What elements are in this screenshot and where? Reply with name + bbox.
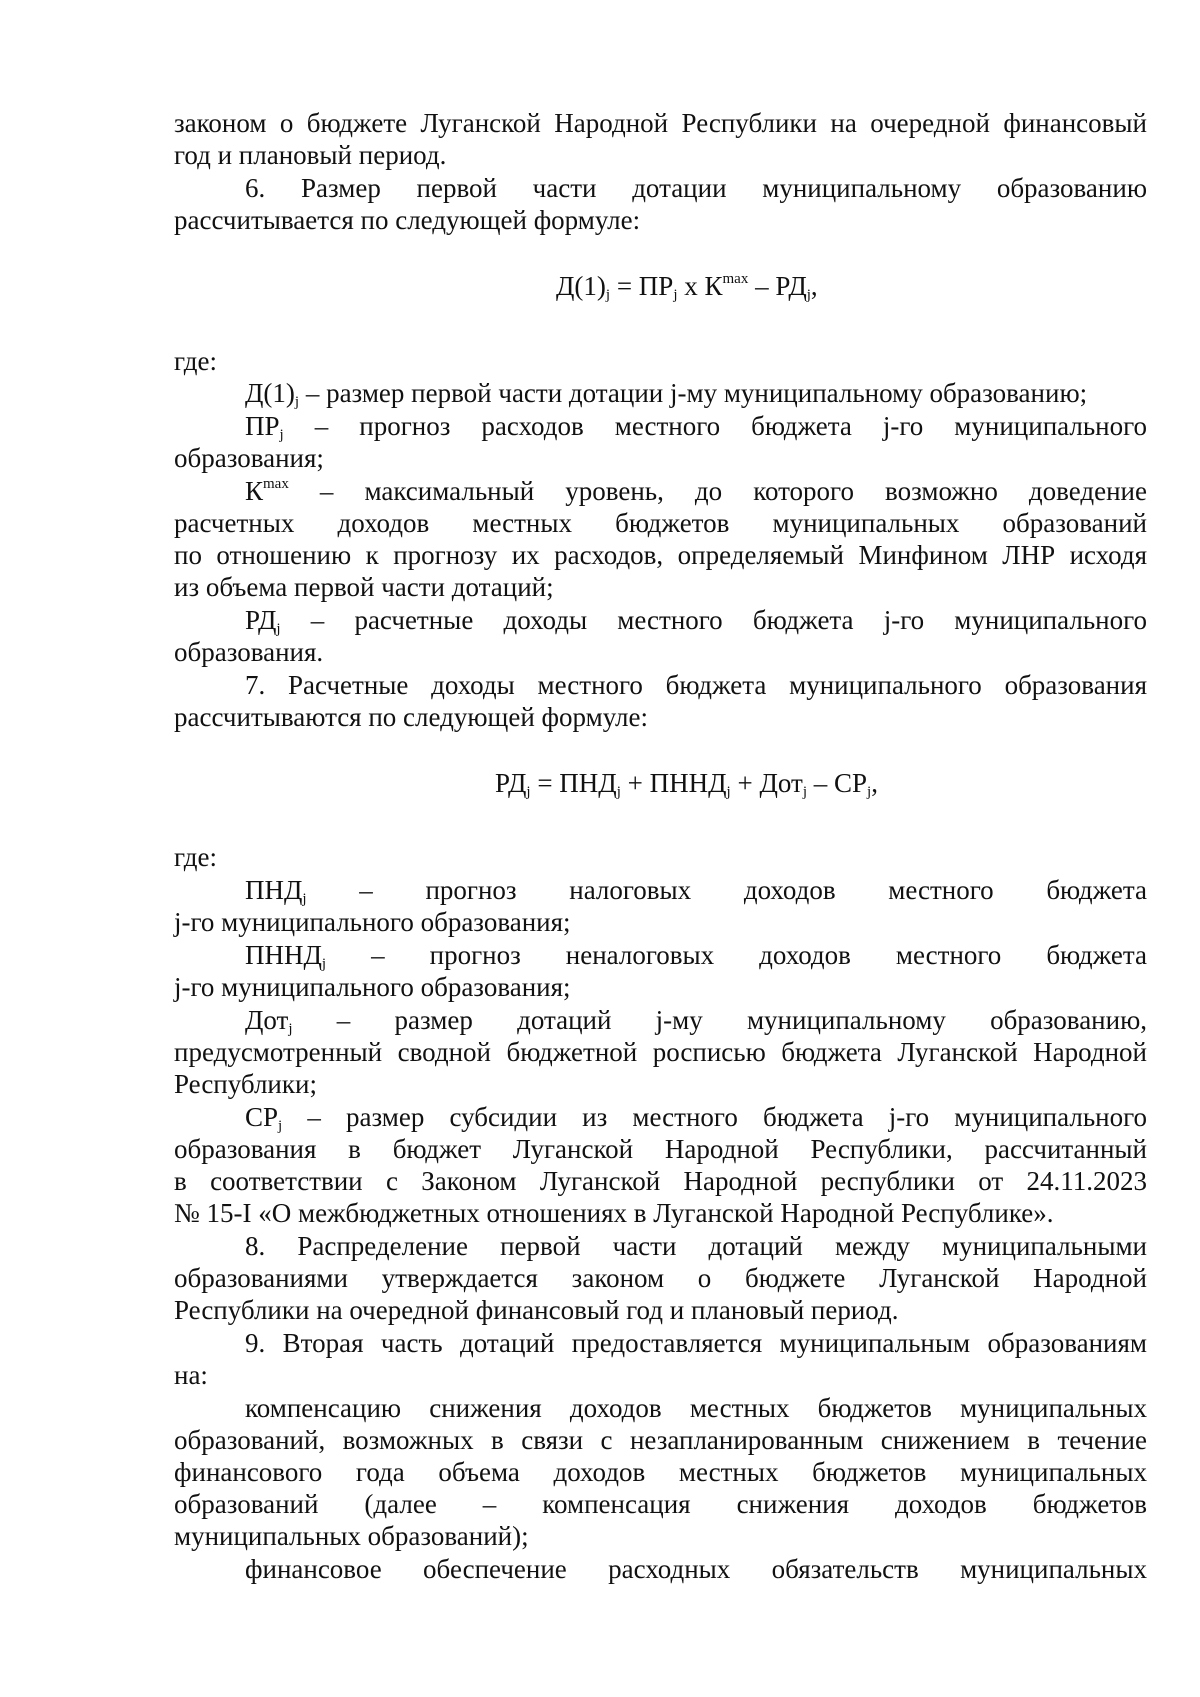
paragraph-8-line: 8. Распределение первой части дотаций между муниципальными [245, 1231, 1147, 1261]
symbol-subscript: j [276, 621, 281, 637]
text-line: законом о бюджете Луганской Народной Республики на очередной финансовый [174, 108, 1147, 138]
text-line: по отношению к прогнозу их расходов, определяемый Минфином ЛНР исходя [174, 540, 1147, 570]
text-line: рассчитываются по следующей формуле: [174, 702, 648, 732]
formula-subscript: j [867, 784, 872, 800]
paragraph-9-item-obligations: финансовое обеспечение расходных обязательств муниципальных [245, 1554, 1147, 1584]
formula-term: Д(1) [556, 271, 606, 301]
formula-term: РД [495, 768, 527, 798]
text-line: муниципальных образований); [174, 1521, 529, 1551]
symbol-subscript: j [321, 956, 327, 972]
definition-text: – размер первой части дотации j-му муниципальному образованию; [299, 378, 1088, 408]
definition-text: – расчетные доходы местного бюджета j-го муниципального [280, 605, 1147, 635]
text-line: финансового года объема доходов местных бюджетов муниципальных [174, 1457, 1147, 1487]
definition-text: – размер дотаций j-му муниципальному образованию, [292, 1005, 1147, 1035]
formula-term: , [810, 271, 818, 301]
formula-superscript: max [722, 271, 749, 287]
definition-text: – прогноз налоговых доходов местного бюджета [306, 875, 1147, 905]
formula-estimated-revenue [495, 767, 878, 799]
formula-subscript: j [673, 287, 678, 303]
where-label: где: [174, 346, 217, 376]
text-line: на: [174, 1360, 208, 1390]
definition-pr [245, 410, 1147, 442]
formula-subscript: j [526, 784, 531, 800]
paragraph-6-line: 6. Размер первой части дотации муниципальному образованию [245, 173, 1147, 203]
symbol-subscript: j [278, 1118, 283, 1134]
formula-subscript: j [605, 287, 611, 303]
text-line: образованиями утверждается законом о бюджете Луганской Народной [174, 1263, 1147, 1293]
formula-term: х К [677, 271, 723, 301]
formula-subscript: j [616, 784, 621, 800]
text-line: № 15-I «О межбюджетных отношениях в Луганской Народной Республике». [174, 1198, 1054, 1228]
symbol-subscript: j [294, 394, 300, 410]
text-line: рассчитывается по следующей формуле: [174, 205, 641, 235]
text-line: образований (далее – компенсация снижения доходов бюджетов [174, 1489, 1147, 1519]
definition-text: – прогноз расходов местного бюджета j-го муниципального [283, 411, 1147, 441]
text-line: образования; [174, 443, 324, 473]
symbol-subscript: j [288, 1021, 293, 1037]
symbol: СР [245, 1102, 279, 1132]
text-line: j-го муниципального образования; [174, 972, 571, 1002]
symbol-subscript: j [279, 427, 284, 443]
symbol: ПР [245, 411, 280, 441]
symbol: Д(1) [245, 378, 295, 408]
formula-term: – СР [806, 768, 868, 798]
symbol-superscript: max [263, 476, 289, 492]
definition-pnd [245, 874, 1147, 906]
formula-term: = ПНД [530, 768, 617, 798]
text-line: предусмотренный сводной бюджетной росписью бюджета Луганской Народной [174, 1037, 1147, 1067]
formula-subscript: j [806, 287, 811, 303]
text-line: образования. [174, 637, 324, 667]
text-line: расчетных доходов местных бюджетов муниципальных образований [174, 508, 1147, 538]
symbol: К [245, 476, 264, 506]
where-label: где: [174, 842, 217, 872]
definition-text: – прогноз неналоговых доходов местного бюджета [326, 940, 1147, 970]
definition-text: – максимальный уровень, до которого возможно доведение [288, 476, 1147, 506]
symbol: Дот [245, 1005, 289, 1035]
definition-sr [245, 1101, 1147, 1133]
formula-subscript: j [802, 784, 807, 800]
definition-dot [245, 1004, 1147, 1036]
formula-term: = ПР [610, 271, 674, 301]
text-line: образования в бюджет Луганской Народной Республики, рассчитанный [174, 1134, 1147, 1164]
text-line: образований, возможных в связи с незапланированным снижением в течение [174, 1425, 1147, 1455]
text-line: j-го муниципального образования; [174, 907, 571, 937]
symbol: РД [245, 605, 277, 635]
text-line: в соответствии с Законом Луганской Народной республики от 24.11.2023 [174, 1166, 1147, 1196]
symbol-subscript: j [302, 891, 307, 907]
formula-term: + Дот [730, 768, 803, 798]
formula-term: + ПННД [620, 768, 727, 798]
text-line: Республики; [174, 1069, 317, 1099]
formula-term: , [871, 768, 878, 798]
definition-kmax [245, 475, 1147, 507]
paragraph-9-line: 9. Вторая часть дотаций предоставляется муниципальным образованиям [245, 1328, 1147, 1358]
paragraph-9-item-compensation: компенсацию снижения доходов местных бюджетов муниципальных [245, 1393, 1147, 1423]
definition-text: – размер субсидии из местного бюджета j-го муниципального [282, 1102, 1147, 1132]
definition-d1 [245, 377, 1147, 409]
symbol: ПНД [245, 875, 303, 905]
text-line: из объема первой части дотаций; [174, 572, 554, 602]
formula-term: – РД [748, 271, 807, 301]
text-line: Республики на очередной финансовый год и плановый период. [174, 1295, 899, 1325]
formula-first-part-dotation [556, 270, 818, 302]
formula-subscript: j [726, 784, 731, 800]
text-line: год и плановый период. [174, 140, 447, 170]
symbol: ПННД [245, 940, 322, 970]
definition-pnnd [245, 939, 1147, 971]
paragraph-7-line: 7. Расчетные доходы местного бюджета муниципального образования [245, 670, 1147, 700]
definition-rd [245, 604, 1147, 636]
